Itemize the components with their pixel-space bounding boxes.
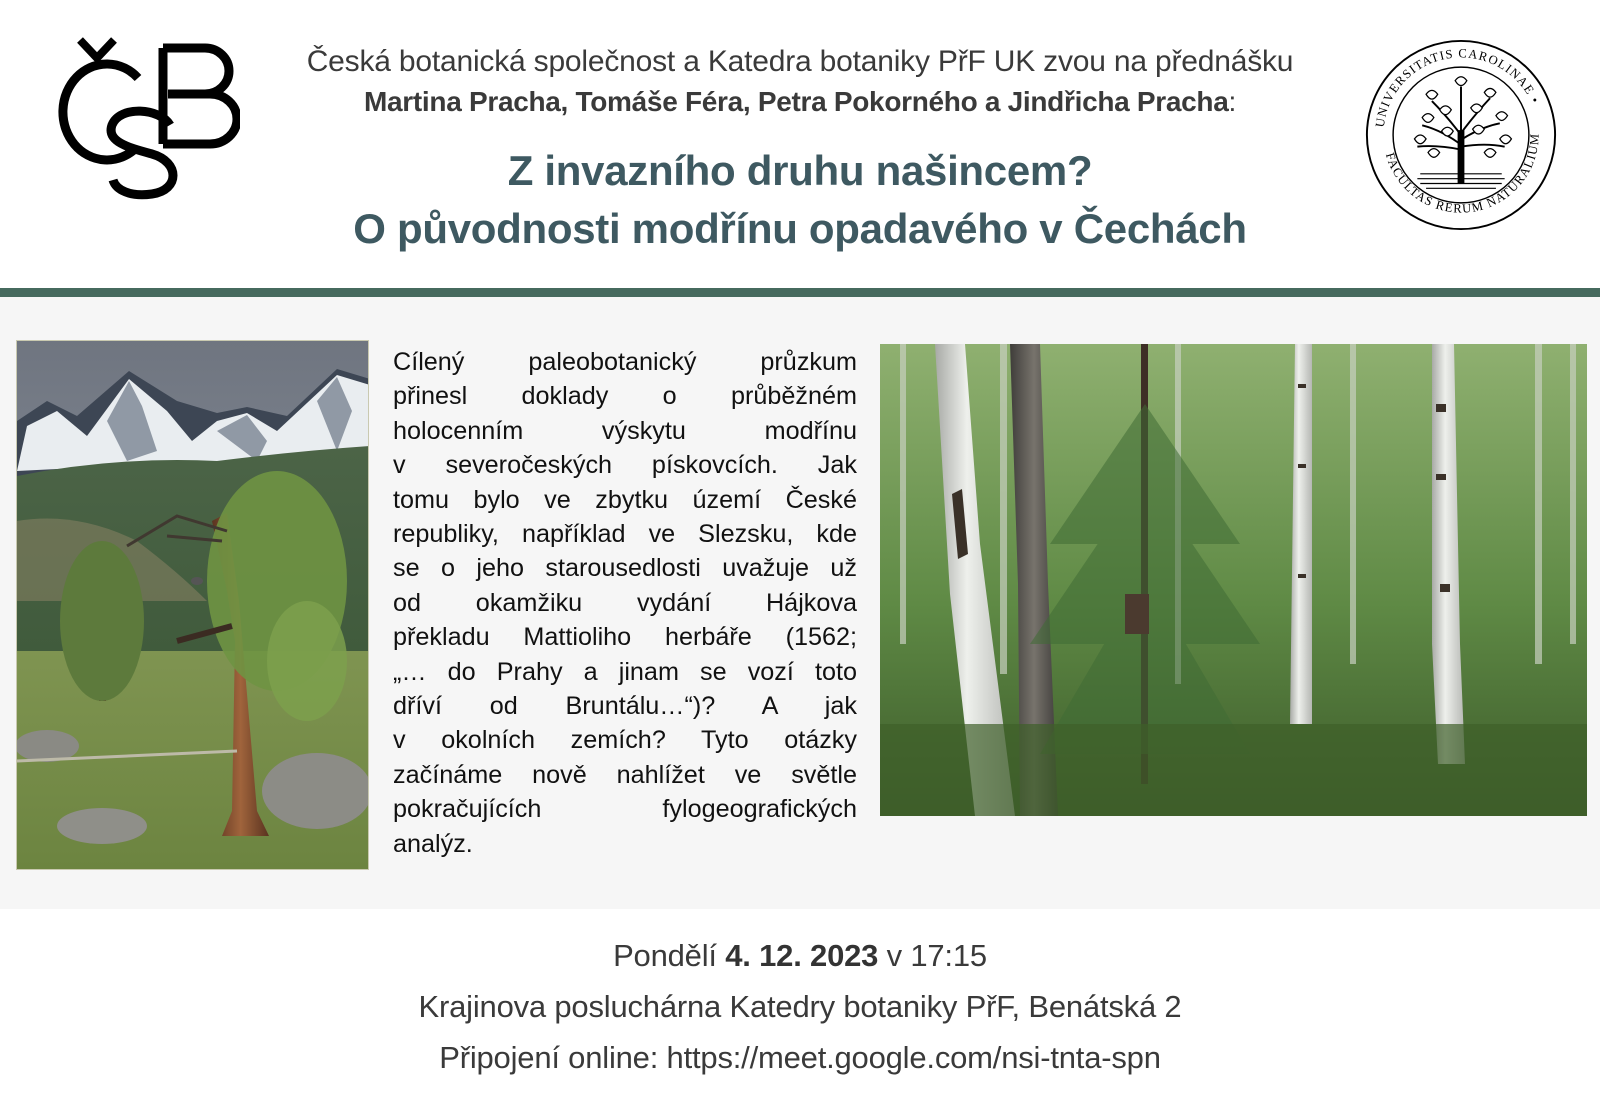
abstract-line: začínáme nově nahlížet ve světle [393,760,857,789]
abstract-line: v severočeských pískovcích. Jak [393,451,857,480]
speakers-names: Martina Pracha, Tomáše Féra, Petra Pokorného a Jindřicha Pracha [364,86,1229,117]
title-line-1: Z invazního druhu našincem? [507,147,1093,194]
invitation-line: Česká botanická společnost a Katedra botaniky PřF UK zvou na přednášku [306,45,1294,78]
venue-line: Krajinova posluchárna Katedry botaniky PřF, Benátská 2 [418,989,1182,1024]
abstract-line: dříví od Bruntálu…“)? A jak [393,692,857,721]
abstract-line: „… do Prahy a jinam se vozí toto [393,657,857,686]
birch-larch-forest-photo [880,344,1587,816]
event-time: v 17:15 [886,938,987,973]
event-day: Pondělí [613,938,717,973]
accent-divider [0,288,1600,297]
abstract-line: republiky, například ve Slezsku, kde [393,520,857,549]
date-time-line [0,930,1600,981]
abstract-line: od okamžiku vydání Hájkova [393,588,857,617]
abstract-line: analýz. [393,829,473,858]
abstract-line: přinesl doklady o průběžném [393,382,857,411]
speakers-line [250,82,1350,122]
abstract-text [393,345,857,861]
event-date: 4. 12. 2023 [725,938,879,973]
abstract-line: pokračujících fylogeografických [393,795,857,824]
university-seal [1364,38,1558,232]
abstract-line: Cílený paleobotanický průzkum [393,348,857,376]
abstract-line: v okolních zemích? Tyto otázky [393,726,857,755]
svg-text:UNIVERSITATIS CAROLINAE •: UNIVERSITATIS CAROLINAE • [1372,46,1543,129]
abstract-line: tomu bylo ve zbytku území České [393,485,857,514]
online-link-line[interactable]: Připojení online: https://meet.google.com/nsi-tnta-spn [439,1040,1161,1075]
abstract-line: se o jeho starousedlosti uvažuje už [393,554,857,583]
abstract-line: holocenním výskytu modřínu [393,416,857,445]
csb-logo [40,30,240,205]
title-line-2: O původnosti modřínu opadavého v Čechách [353,205,1247,252]
header [250,42,1350,258]
lecture-title [250,142,1350,258]
svg-text:FACULTAS RERUM NATURALIUM: FACULTAS RERUM NATURALIUM [1382,132,1542,216]
abstract-line: překladu Mattioliho herbáře (1562; [393,623,857,652]
larch-mountain-photo [16,340,369,870]
speakers-colon: : [1228,86,1236,117]
event-details [0,930,1600,1083]
